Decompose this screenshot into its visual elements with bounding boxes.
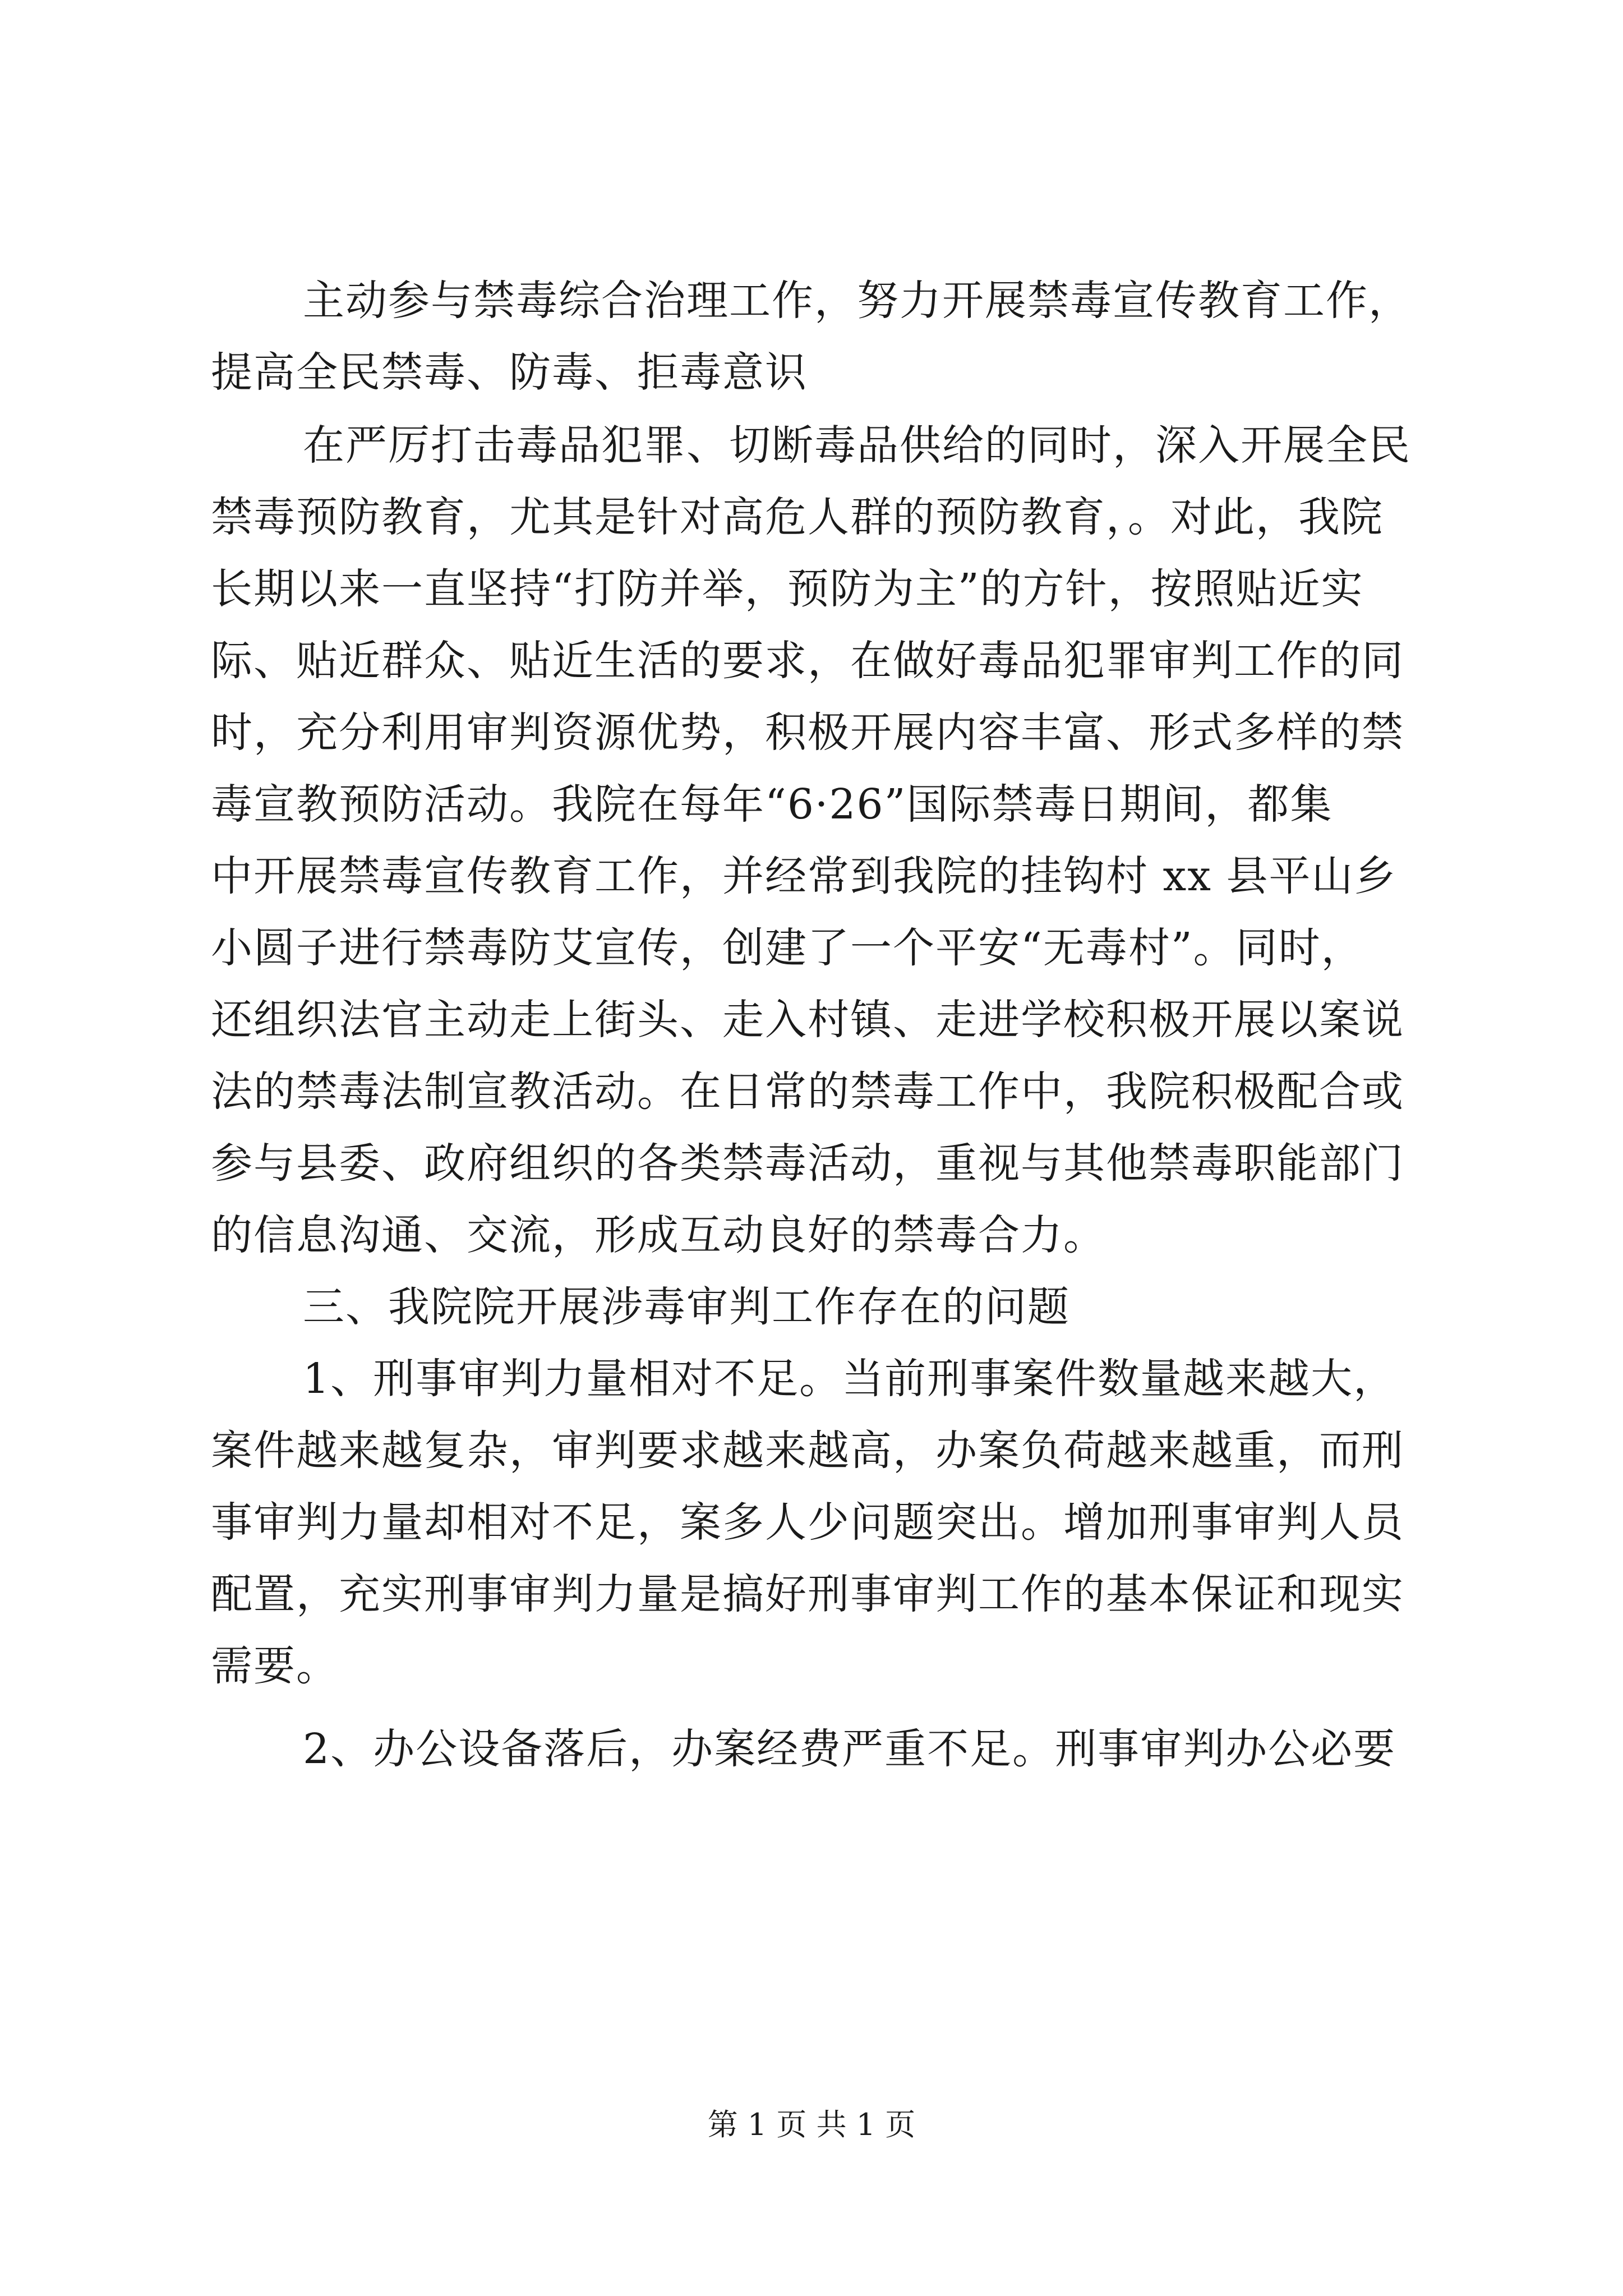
text-line: 2、办公设备落后，办案经费严重不足。刑事审判办公必要 bbox=[303, 1725, 1396, 1773]
text-line: 中开展禁毒宣传教育工作，并经常到我院的挂钩村 xx 县平山乡 bbox=[211, 852, 1397, 900]
text-line: 际、贴近群众、贴近生活的要求，在做好毒品犯罪审判工作的同 bbox=[211, 637, 1404, 685]
text-line: 毒宣教预防活动。我院在每年“6·26”国际禁毒日期间，都集 bbox=[211, 780, 1333, 829]
text-line: 长期以来一直坚持“打防并举，预防为主”的方针，按照贴近实 bbox=[211, 565, 1364, 613]
page-footer: 第 1 页 共 1 页 bbox=[707, 2107, 916, 2142]
text-line: 法的禁毒法制宣教活动。在日常的禁毒工作中，我院积极配合或 bbox=[211, 1068, 1404, 1116]
text-line: 的信息沟通、交流，形成互动良好的禁毒合力。 bbox=[211, 1211, 1106, 1259]
text-line: 小圆子进行禁毒防艾宣传，创建了一个平安“无毒村”。同时， bbox=[211, 924, 1364, 972]
text-line: 在严厉打击毒品犯罪、切断毒品供给的同时，深入开展全民 bbox=[303, 421, 1411, 470]
text-line: 需要。 bbox=[211, 1642, 339, 1690]
text-line: 禁毒预防教育，尤其是针对高危人群的预防教育，。对此，我院 bbox=[211, 493, 1384, 541]
text-line: 案件越来越复杂，审判要求越来越高，办案负荷越来越重，而刑 bbox=[211, 1427, 1404, 1475]
text-line: 提高全民禁毒、防毒、拒毒意识 bbox=[211, 348, 808, 397]
text-line: 1、刑事审判力量相对不足。当前刑事案件数量越来越大， bbox=[303, 1355, 1396, 1403]
text-line: 时，充分利用审判资源优势，积极开展内容丰富、形式多样的禁 bbox=[211, 708, 1404, 757]
text-line: 主动参与禁毒综合治理工作，努力开展禁毒宣传教育工作， bbox=[303, 277, 1411, 325]
text-line: 还组织法官主动走上街头、走入村镇、走进学校积极开展以案说 bbox=[211, 996, 1404, 1044]
text-line: 参与县委、政府组织的各类禁毒活动，重视与其他禁毒职能部门 bbox=[211, 1139, 1404, 1188]
text-line: 事审判力量却相对不足，案多人少问题突出。增加刑事审判人员 bbox=[211, 1498, 1404, 1547]
section-heading: 三、我院院开展涉毒审判工作存在的问题 bbox=[303, 1283, 1070, 1331]
text-line: 配置，充实刑事审判力量是搞好刑事审判工作的基本保证和现实 bbox=[211, 1570, 1404, 1618]
